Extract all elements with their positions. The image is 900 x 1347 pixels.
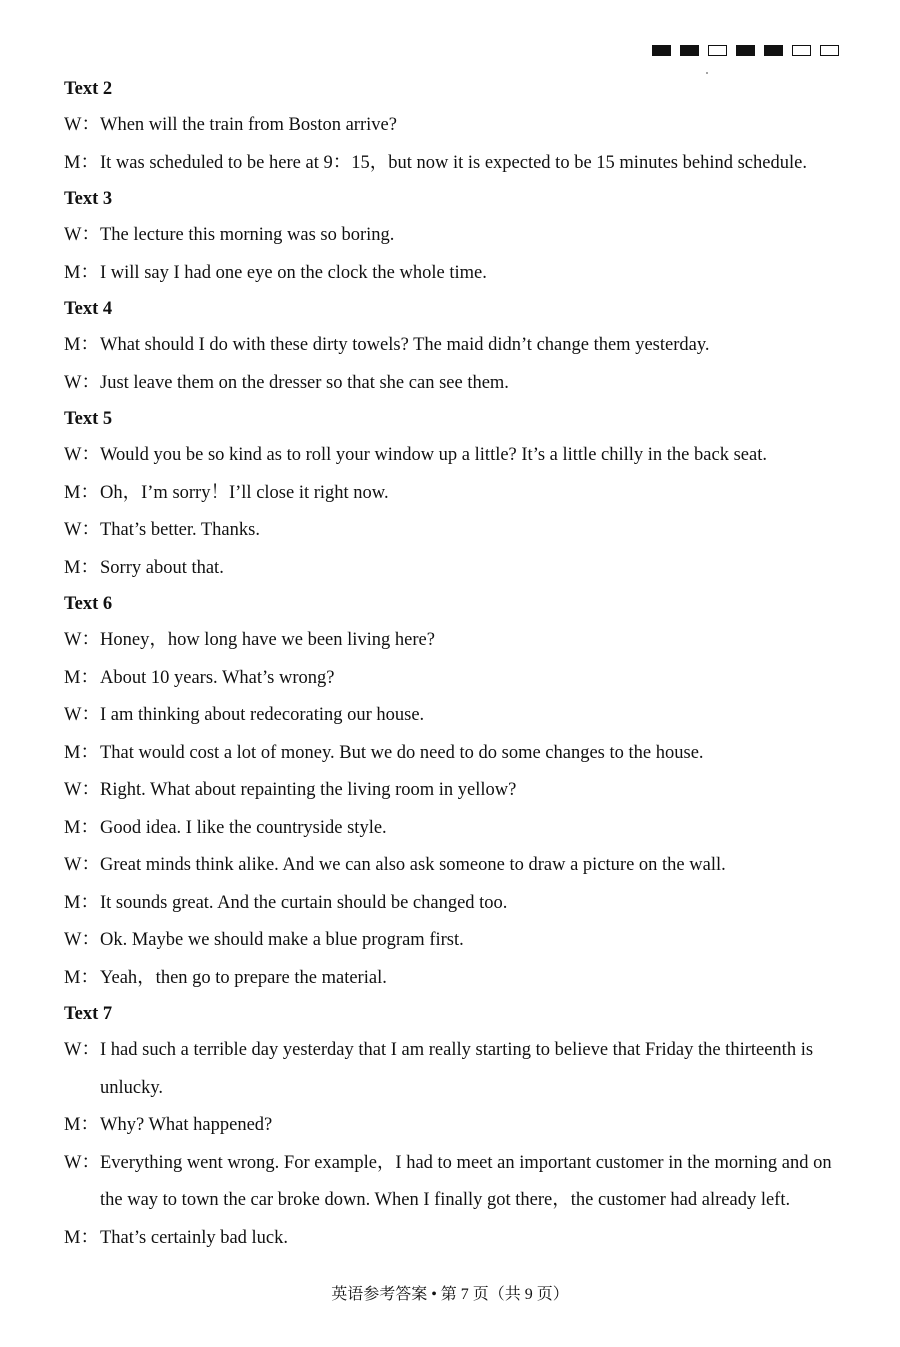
dialogue-line xyxy=(64,512,854,550)
page-footer: 英语参考答案 • 第 7 页（共 9 页） xyxy=(331,1286,569,1303)
dialogue-text: Just leave them on the dresser so that she can see them. xyxy=(100,372,509,393)
dialogue-text: Good idea. I like the countryside style. xyxy=(100,817,387,838)
dialogue-text: The lecture this morning was so boring. xyxy=(100,225,395,245)
section-title: Text 6 xyxy=(64,594,113,614)
speaker-label: W： xyxy=(64,930,100,950)
dialogue-text: It was scheduled to be here at 9：15，but now it is expected to be 15 minutes behind schedule. xyxy=(100,152,807,173)
speaker-label: M： xyxy=(64,152,99,173)
dialogue-line xyxy=(64,885,854,923)
section-title: Text 5 xyxy=(64,409,113,429)
dialogue-text: About 10 years. What’s wrong? xyxy=(100,667,335,688)
section-title: Text 7 xyxy=(64,1004,113,1024)
dialogue-line xyxy=(64,327,854,365)
dialogue-line xyxy=(64,1032,854,1107)
dialogue-line xyxy=(64,550,854,588)
dialogue-text: Right. What about repainting the living room in yellow? xyxy=(100,780,517,800)
dialogue-line xyxy=(64,810,854,848)
dialogue-line xyxy=(64,922,854,960)
speaker-label: M： xyxy=(64,892,99,913)
dialogue-text: That’s better. Thanks. xyxy=(100,520,260,540)
text-section xyxy=(64,72,854,182)
dialogue-text: I had such a terrible day yesterday that I am really starting to believe that Friday the thirteenth is unlucky. xyxy=(100,1040,814,1098)
speaker-label: W： xyxy=(64,1040,100,1060)
dialogue-line xyxy=(64,772,854,810)
text-section xyxy=(64,997,854,1257)
dialogue-line xyxy=(64,437,854,475)
dialogue-line xyxy=(64,660,854,698)
dialogue-text: I will say I had one eye on the clock the whole time. xyxy=(100,262,487,283)
dialogue-text: I am thinking about redecorating our house. xyxy=(100,705,425,725)
text-section xyxy=(64,587,854,997)
dialogue-text: That would cost a lot of money. But we do need to do some changes to the house. xyxy=(100,742,704,763)
section-title: Text 3 xyxy=(64,189,113,209)
dialogue-line xyxy=(64,255,854,293)
dialogue-line xyxy=(64,217,854,255)
speaker-label: W： xyxy=(64,705,100,725)
dialogue-text: Sorry about that. xyxy=(100,557,224,578)
dialogue-text: Everything went wrong. For example，I had to meet an important customer in the morning and on the way to town the car broke down. When I finally got there，the customer had already left. xyxy=(100,1152,832,1210)
speaker-label: M： xyxy=(64,482,99,503)
text-section xyxy=(64,182,854,292)
dialogue-line xyxy=(64,475,854,513)
dialogue-text: Oh，I’m sorry！I’ll close it right now. xyxy=(100,482,389,503)
dialogue-text: It sounds great. And the curtain should be changed too. xyxy=(100,892,508,913)
speaker-label: W： xyxy=(64,520,100,540)
speaker-label: M： xyxy=(64,1227,99,1248)
dialogue-line xyxy=(64,1145,854,1220)
header-mark xyxy=(652,45,671,56)
speaker-label: M： xyxy=(64,335,99,355)
dialogue-text: Yeah，then go to prepare the material. xyxy=(100,967,387,988)
speaker-label: M： xyxy=(64,742,99,763)
speaker-label: M： xyxy=(64,667,99,688)
speaker-label: W： xyxy=(64,115,100,135)
speaker-label: W： xyxy=(64,225,100,245)
speaker-label: M： xyxy=(64,1115,99,1135)
dialogue-line xyxy=(64,622,854,660)
speaker-label: W： xyxy=(64,630,100,650)
dialogue-text: What should I do with these dirty towels? The maid didn’t change them yesterday. xyxy=(100,335,710,355)
dialogue-line xyxy=(64,145,854,183)
header-mark xyxy=(708,45,727,56)
dialogue-line xyxy=(64,365,854,403)
transcript-content xyxy=(64,72,854,1257)
dialogue-text: That’s certainly bad luck. xyxy=(100,1227,289,1248)
speaker-label: W： xyxy=(64,372,100,393)
dialogue-text: Great minds think alike. And we can also ask someone to draw a picture on the wall. xyxy=(100,855,726,875)
dialogue-line xyxy=(64,1107,854,1145)
section-title: Text 4 xyxy=(64,299,113,319)
speaker-label: W： xyxy=(64,445,100,465)
dialogue-text: Honey，how long have we been living here? xyxy=(100,630,435,650)
dialogue-line xyxy=(64,847,854,885)
speaker-label: W： xyxy=(64,780,100,800)
dialogue-line xyxy=(64,697,854,735)
dialogue-line xyxy=(64,735,854,773)
dialogue-text: Ok. Maybe we should make a blue program first. xyxy=(100,930,464,950)
speaker-label: W： xyxy=(64,1152,100,1173)
dialogue-text: When will the train from Boston arrive? xyxy=(100,115,397,135)
dialogue-text: Why? What happened? xyxy=(100,1115,273,1135)
header-mark xyxy=(680,45,699,56)
text-section xyxy=(64,402,854,587)
header-mark xyxy=(792,45,811,56)
speaker-label: M： xyxy=(64,817,99,838)
speaker-label: M： xyxy=(64,557,99,578)
header-mark xyxy=(736,45,755,56)
speaker-label: M： xyxy=(64,967,99,988)
dialogue-line xyxy=(64,107,854,145)
speaker-label: W： xyxy=(64,855,100,875)
section-title: Text 2 xyxy=(64,79,113,99)
speaker-label: M： xyxy=(64,262,99,283)
dialogue-text: Would you be so kind as to roll your window up a little? It’s a little chilly in the back seat. xyxy=(100,445,767,465)
header-mark xyxy=(820,45,839,56)
dialogue-line xyxy=(64,1220,854,1258)
text-section xyxy=(64,292,854,402)
header-marks xyxy=(652,45,839,56)
dialogue-line xyxy=(64,960,854,998)
header-mark xyxy=(764,45,783,56)
